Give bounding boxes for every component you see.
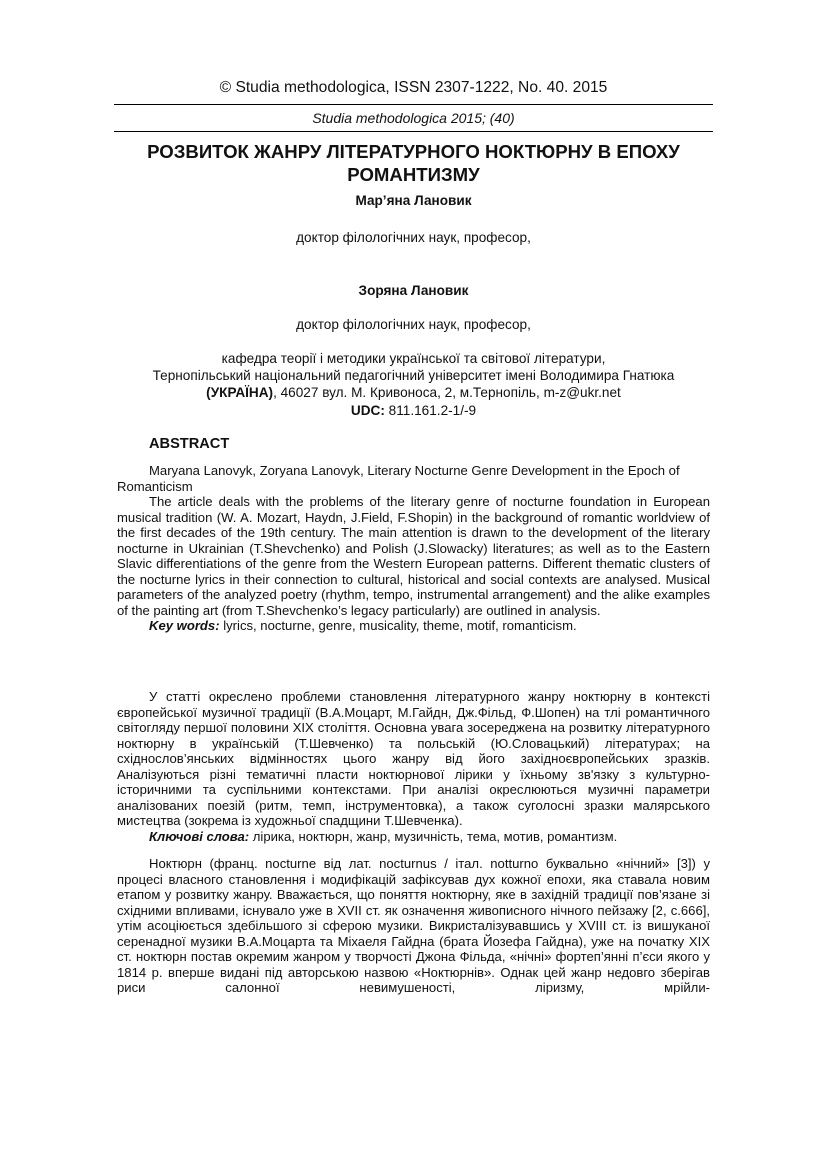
header-rule-top [114,104,713,105]
affiliation-address-line [114,384,713,401]
ukrainian-abstract [117,689,710,844]
ukrainian-keywords [117,829,710,845]
udc-label: UDC: [350,402,385,418]
body-paragraph-1: Ноктюрн (франц. nocturne від лат. nocturnus / італ. notturno буквально «нічний» [3]) у процесі власного становлення і модифікацій зафіксував дух кожної епохи, яка ставала новим етапом у розвитку жанру. Вважається, що поняття ноктюрну, яке в західній традиції пов’язане зі східними впливами, існувало уже в XVII ст. як означення живописного нічного пейзажу [2, с.666], утім асоціюється здебільшого зі сферою музики. Викристалізувавшись у XVIII ст. із вишуканої серенадної музики В.А.Моцарта та Міхаеля Гайдна (брата Йозефа Гайдна), уже на початку XIX ст. ноктюрн постав окремим жанром у творчості Джона Фільда, «нічні» фортеп’янні п’єси якого у 1814 р. вперше видані під авторською назвою «Ноктюрнів». Однак цей жанр недовго зберігав риси салонної невимушеності, ліризму, мрійли- [117,856,710,996]
author-name-2: Зоряна Лановик [358,283,469,298]
abstract-text: The article deals with the problems of the literary genre of nocturne foundation in European musical tradition (W. A. Mozart, Haydn, J.Field, F.Shopin) in the background of romantic worldview of the first decades of the 19th century. The main attention is drawn to the development of the literary nocturne in Ukrainian (T.Shevchenko) and Polish (J.Slowacky) literatures; as well as to the Eastern Slavic differentiations of the genre from the Western European patterns. Different thematic clusters of the nocturne lyrics in their connection to cultural, historical and social contexts are analysed. Musical parameters of the analyzed poetry (rhythm, tempo, instrumental arrangement) and the alike examples of the painting art (from T.Shevchenko’s legacy particularly) are outlined in analysis. [117,494,710,618]
journal-header: Studia methodologica 2015; (40) [312,110,515,126]
affiliation-university: Тернопільський національний педагогічний університет імені Володимира Гнатюка [152,368,675,384]
keywords-list: lyrics, nocturne, genre, musicality, theme, motif, romanticism. [219,618,577,634]
author-name-1: Мар’яна Лановик [355,193,472,208]
udc-value: 811.161.2-1/-9 [384,402,477,418]
header-rule-bottom [114,131,713,132]
main-body [117,856,710,996]
keywords-label: Key words: [149,618,220,634]
affiliation-country: (УКРАЇНА) [206,385,274,401]
ukrainian-abstract-text: У статті окреслено проблеми становлення літературного жанру ноктюрну в контексті європейської музичної традиції (В.А.Моцарт, М.Гайдн, Дж.Фільд, Ф.Шопен) на тлі романтичного світогляду першої половини ХІХ століття. Основна увага зосереджена на розвитку літературного ноктюрну в українській (Т.Шевченко) та польській (Ю.Словацький) літературах; на східнослов’янських відмінностях цього жанру від його західноєвропейських зразків. Аналізуються різні тематичні пласти ноктюрнової лірики у їхньому зв'язку з культурно-історичними та суспільними контекстами. При аналізі окреслюються музичні параметри аналізованих поезій (ритм, темп, інструментовка), а також суголосні зразки малярського мистецтва (зокрема із художньої спадщини Т.Шевченка). [117,689,710,829]
affiliation [114,350,713,419]
abstract-heading: ABSTRACT [149,436,230,452]
english-abstract [117,463,710,634]
affiliation-address: , 46027 вул. М. Кривоноса, 2, м.Тернопіль, m-z@ukr.net [273,385,621,401]
author-degree-2: доктор філологічних наук, професор, [296,317,531,332]
article-title: РОЗВИТОК ЖАНРУ ЛІТЕРАТУРНОГО НОКТЮРНУ В ЕПОХУ РОМАНТИЗМУ [147,141,680,185]
ukrainian-keywords-label: Ключові слова: [149,828,250,844]
abstract-keywords [117,618,710,634]
ukrainian-keywords-list: лірика, ноктюрн, жанр, музичність, тема, мотив, романтизм. [249,828,618,844]
udc-line [114,402,713,419]
affiliation-department: кафедра теорії і методики української та світової літератури, [221,351,606,366]
abstract-citation: Maryana Lanovyk, Zoryana Lanovyk, Literary Nocturne Genre Development in the Epoch of Romanticism [117,463,680,494]
author-degree-1: доктор філологічних наук, професор, [296,230,531,245]
copyright-header: © Studia methodologica, ISSN 2307-1222, No. 40. 2015 [219,79,608,96]
